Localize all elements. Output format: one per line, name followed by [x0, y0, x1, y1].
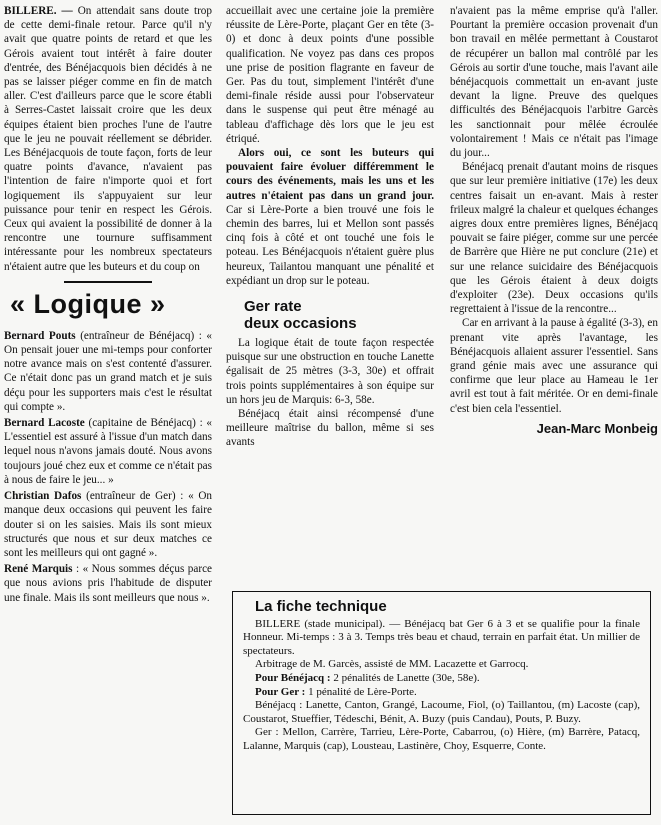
fiche-title: La fiche technique	[255, 598, 387, 615]
subheading	[244, 298, 434, 332]
box-title: « Logique »	[10, 288, 166, 319]
quote-text: « L'essentiel est assuré à l'issue d'un match dans lequel nous n'avons jamais douté. Nous avons toujours joué chez eux et comme ce n'était pas à nous de faire le jeu... »	[4, 417, 212, 486]
fiche-label: Pour Ger :	[255, 685, 306, 698]
quote-role: (entraîneur de Bénéjacq) :	[80, 329, 202, 342]
fiche-value: 1 pénalité de Lère-Porte.	[308, 685, 417, 698]
intro-text: On attendait sans doute trop de cette demi-finale retour. Parce qu'il n'y avait que quatre points de retard et que les Gérois avaient tout intérêt à faire douter d'entrée, des Bénéjacquois bien décidés à ne pas se laisser piéger comme en fin de match aller. C'est d'ailleurs parce que le score établi à Serres-Castet laissait croire que les deux équipes étaient bien proches l'une de l'autre que le jeu ne pouvait réellement se débrider. Les Bénéjacquois de toute façon, forts de leur quatre points d'avance, n'avaient pas l'intention de faire n'importe quoi et fort logiquement ils s'appuyaient sur leur puissance pour tenir en respect les Gérois. Ceux qui avaient la possibilité de donner à la rencontre une tournure suffisamment intéressante pour les nombreux spectateurs n'étaient autre que les buteurs et du coup on	[4, 5, 212, 273]
quote-text: « On pensait jouer une mi-temps pour conforter notre avance mais on s'est contenté d'assurer. Ce n'était donc pas un grand match et je suis déçu pour les supporters mais c'est le résultat qui compte ».	[4, 329, 212, 413]
quote-text: « Nous sommes déçus parce que nous avions pris l'habitude de disputer une finale. Mais ils sont meilleurs que nous ».	[4, 563, 213, 604]
fiche-line-scorers-ger	[243, 686, 640, 700]
fiche-label: Pour Bénéjacq :	[255, 671, 331, 684]
fiche-technique-box	[232, 591, 651, 815]
quote-speaker: René Marquis	[4, 563, 73, 576]
fiche-line-venue: BILLERE (stade municipal). — Bénéjacq bat Ger 6 à 3 et se qualifie pour la finale Honneur. Mi-temps : 3 à 3. Temps très beau et chaud, terrain en parfait état. Un millier de spectateurs.	[243, 617, 640, 657]
paragraph-lead: Alors oui, ce sont les buteurs qui pouvaient faire évoluer différemment le cours des événements, mais les uns et les autres n'étaient pas dans un grand jour.	[226, 147, 434, 202]
fiche-line-referee: Arbitrage de M. Garcès, assisté de MM. Lacazette et Garrocq.	[255, 658, 529, 671]
quote-3	[4, 489, 212, 560]
col2-paragraph-3: La logique était de toute façon respectée puisque sur une obstruction en touche Lanette égalisait de 25 mètres (3-3, 30e) et offrait trois points supplémentaires à son équipe sur un hors jeu de Marquis: 6-3, 58e.	[226, 337, 434, 406]
intro-paragraph	[4, 4, 212, 274]
col2-paragraph-1: accueillait avec une certaine joie la première réussite de Lère-Porte, plaçant Ger en tête (3-0) et donc à deux points d'une possible qualification. Ne voyez pas dans ces propos une prise de position flagrante en faveur de Ger. Pas du tout, simplement l'intérêt d'une demi-finale réside aussi pour l'observateur dans le suspense qui peut être ménagé au tableau d'affichage dès lors que le jeu est étriqué.	[226, 5, 434, 145]
column-1	[4, 4, 212, 607]
quote-speaker: Bernard Lacoste	[4, 417, 85, 430]
quote-role: (capitaine de Bénéjacq) :	[88, 417, 203, 430]
fiche-value: 2 pénalités de Lanette (30e, 58e).	[333, 671, 480, 684]
quote-speaker: Bernard Pouts	[4, 329, 76, 342]
col3-paragraph-3: Car en arrivant à la pause à égalité (3-3), en prenant vite après l'avantage, les Bénéjacquois allaient assurer l'essentiel. Sans grand génie mais avec une assurance qui confirme que leur place au Hameau le 1er avril est tout à fait méritée. Or en demi-finale c'est bien cela l'essentiel.	[450, 317, 658, 415]
column-2	[226, 4, 434, 450]
col3-paragraph-1: n'avaient pas la même emprise qu'à l'aller. Pourtant la première occasion provenait d'un bon travail en mêlée permettant à Coustarot de récupérer un ballon mal contrôlé par les Gérois au sortir d'une touche, mais l'avant aile bénéjacquois commettait un en-avant juste devant la ligne. Preuve des quelques difficultés des Bénéjacquois l'arbitre Garcès les sanctionnait pour mêlée écroulée volontairement ! Mais ce n'était pas l'image du jour...	[450, 5, 658, 160]
col3-paragraph-2: Bénéjacq prenait d'autant moins de risques que sur leur première initiative (17e) les deux centres faisait un en-avant. Mais à rester frileux malgré la chaleur et quelques échanges aigres doux entre premières lignes, Bénéjacq pouvait se faire piéger, comme sur une percée de Barrère que Hière ne put conclure (21e) et sur une relance suicidaire des Bénéjacquois que les Gérois étaient à deux doigts d'exploiter (23e). Deux occasions qu'ils regrettaient à l'issue de la rencontre...	[450, 161, 658, 316]
paragraph-text: Car si Lère-Porte a bien trouvé une fois le chemin des barres, lui et Mellon sont passés cinq fois à côté et ont touché une fois le poteau. Les Bénéjacquois n'étaient guère plus heureux, Tailantou manquant une pénalité et expédiant un drop sur le poteau.	[226, 203, 434, 287]
quote-speaker: Christian Dafos	[4, 490, 82, 503]
subheading-line-2: deux occasions	[244, 315, 357, 333]
fiche-line-scorers-benejacq	[243, 672, 640, 686]
dateline: BILLERE. —	[4, 5, 73, 17]
quote-role: :	[76, 563, 80, 576]
author-signature: Jean-Marc Monbeig	[536, 420, 658, 436]
subheading-line-1: Ger rate	[244, 298, 302, 316]
separator-rule	[64, 281, 152, 283]
quote-text: « On manque deux occasions qui peuvent les faire douter si on les saisies. Mais ils sont mieux structurés que nous et sur deux matches ce sont les meilleurs qui ont gagné ».	[4, 490, 213, 559]
col2-paragraph-2	[226, 146, 434, 288]
quote-role: (entraîneur de Ger) :	[86, 490, 184, 503]
quote-2	[4, 416, 212, 487]
fiche-line-team-ger: Ger : Mellon, Carrère, Tarrieu, Lère-Porte, Cabarrou, (o) Hière, (m) Barrère, Patacq, Lalanne, Marquis (cap), Lousteau, Lastinère, Choy, Esquerre, Conte.	[243, 726, 640, 752]
fiche-line-team-benejacq: Bénéjacq : Lanette, Canton, Grangé, Lacoume, Fiol, (o) Taillantou, (m) Lacoste (cap), Coustarot, Stueffier, Tédeschi, Bénit, A. Buzy (puis Candau), Pouts, P. Buzy.	[243, 699, 640, 725]
quote-4	[4, 562, 212, 605]
quote-1	[4, 329, 212, 414]
col2-paragraph-4: Bénéjacq était ainsi récompensé d'une meilleure maîtrise du ballon, même si ses avants	[226, 408, 434, 449]
column-3	[450, 4, 658, 436]
